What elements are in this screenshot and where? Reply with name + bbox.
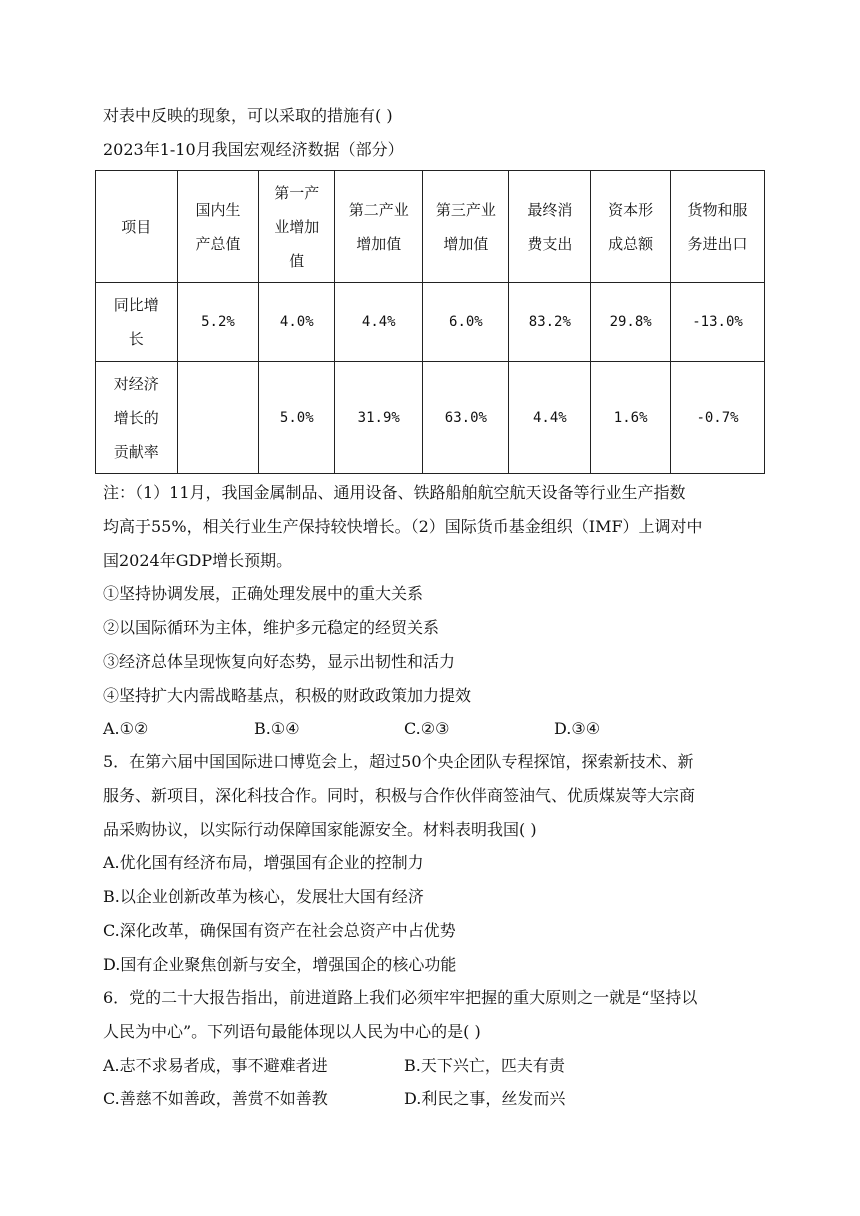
q5-option-a[interactable]: A.优化国有经济布局，增强国有企业的控制力 <box>103 853 424 872</box>
q6-option-b[interactable]: B.天下兴亡，匹夫有责 <box>404 1056 565 1075</box>
q6-stem: 人民为中心”。下列语句最能体现以人民为中心的是( ) <box>103 1022 481 1041</box>
table-row-contribution <box>96 362 765 474</box>
q5-stem: 品采购协议，以实际行动保障国家能源安全。材料表明我国( ) <box>103 820 537 839</box>
question-intro: 对表中反映的现象，可以采取的措施有( ) <box>103 106 393 125</box>
q4-statement: ③经济总体呈现恢复向好态势，显示出韧性和活力 <box>103 652 456 671</box>
note-line: 国2024年GDP增长预期。 <box>103 551 293 570</box>
table-cell: 1.6% <box>591 362 671 474</box>
table-cell: 4.4% <box>509 362 591 474</box>
table-cell: -0.7% <box>671 362 765 474</box>
table-header-cell: 货物和服务进出口 <box>671 171 765 283</box>
table-cell: 5.2% <box>177 283 259 362</box>
economic-data-table <box>95 170 765 474</box>
q5-option-d[interactable]: D.国有企业聚焦创新与安全，增强国企的核心功能 <box>103 955 457 974</box>
table-cell: 31.9% <box>335 362 423 474</box>
q4-statement: ②以国际循环为主体，维护多元稳定的经贸关系 <box>103 618 440 637</box>
q4-statement: ①坚持协调发展，正确处理发展中的重大关系 <box>103 584 424 603</box>
q6-stem: 6．党的二十大报告指出，前进道路上我们必须牢牢把握的重大原则之一就是“坚持以 <box>103 988 698 1007</box>
table-cell: 6.0% <box>423 283 509 362</box>
table-cell: 29.8% <box>591 283 671 362</box>
table-header-cell: 第一产业增加值 <box>259 171 335 283</box>
q5-option-c[interactable]: C.深化改革，确保国有资产在社会总资产中占优势 <box>103 921 456 940</box>
note-line: 注：（1）11月，我国金属制品、通用设备、铁路船舶航空航天设备等行业生产指数 <box>103 483 686 502</box>
q6-option-a[interactable]: A.志不求易者成，事不避难者进 <box>103 1056 328 1075</box>
q5-option-b[interactable]: B.以企业创新改革为核心，发展壮大国有经济 <box>103 887 424 906</box>
q4-statement: ④坚持扩大内需战略基点，积极的财政政策加力提效 <box>103 686 472 705</box>
table-cell: 63.0% <box>423 362 509 474</box>
table-row-label: 同比增长 <box>96 283 178 362</box>
q4-option-d[interactable]: D.③④ <box>554 719 601 738</box>
table-header-cell: 国内生产总值 <box>177 171 259 283</box>
note-line: 均高于55%，相关行业生产保持较快增长。（2）国际货币基金组织（IMF）上调对中 <box>103 517 703 536</box>
table-cell: 5.0% <box>259 362 335 474</box>
table-header-cell: 第三产业增加值 <box>423 171 509 283</box>
table-row-growth <box>96 283 765 362</box>
q6-option-c[interactable]: C.善慈不如善政，善赏不如善教 <box>103 1089 328 1108</box>
table-header-cell: 最终消费支出 <box>509 171 591 283</box>
q5-stem: 服务、新项目，深化科技合作。同时，积极与合作伙伴商签油气、优质煤炭等大宗商 <box>103 786 696 805</box>
q4-option-b[interactable]: B.①④ <box>254 719 300 738</box>
q5-stem: 5．在第六届中国国际进口博览会上，超过50个央企团队专程探馆，探索新技术、新 <box>103 752 694 771</box>
q6-option-d[interactable]: D.利民之事，丝发而兴 <box>404 1089 566 1108</box>
q4-option-a[interactable]: A.①② <box>103 719 149 738</box>
table-cell: -13.0% <box>671 283 765 362</box>
table-cell: 4.0% <box>259 283 335 362</box>
table-cell <box>177 362 259 474</box>
table-row-label: 对经济增长的贡献率 <box>96 362 178 474</box>
table-cell: 4.4% <box>335 283 423 362</box>
table-header-cell: 资本形成总额 <box>591 171 671 283</box>
table-header-cell: 第二产业增加值 <box>335 171 423 283</box>
table-header-cell: 项目 <box>96 171 178 283</box>
q4-option-c[interactable]: C.②③ <box>404 719 450 738</box>
table-title: 2023年1-10月我国宏观经济数据（部分） <box>103 140 404 159</box>
table-cell: 83.2% <box>509 283 591 362</box>
table-header-row <box>96 171 765 283</box>
